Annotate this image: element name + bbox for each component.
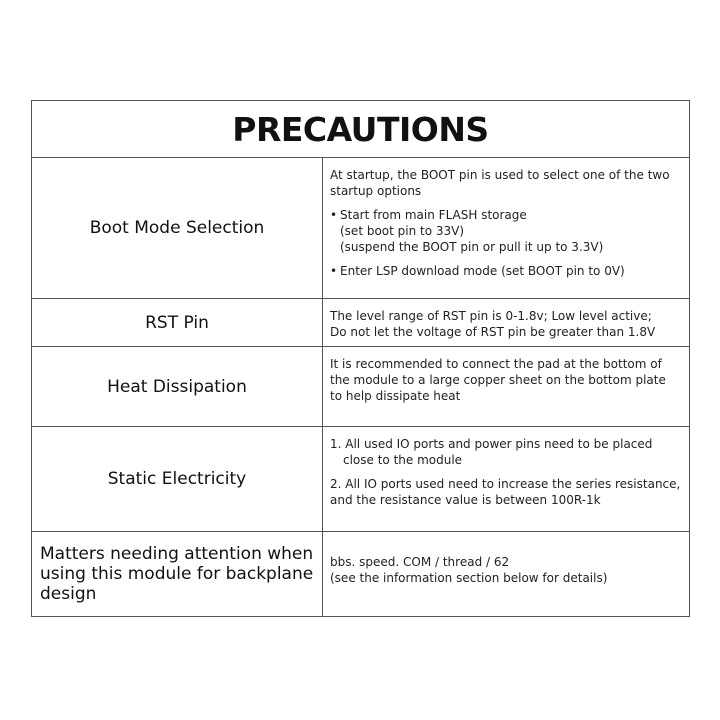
content-cell [323,158,689,298]
bullet-text: Enter LSP download mode (set BOOT pin to 0V) [340,264,625,278]
content-line: the module to a large copper sheet on the bottom plate [330,373,666,387]
bullet-sub-text: (set boot pin to 33V) [340,224,465,238]
label-cell [32,158,323,298]
row-rst-pin [32,299,689,347]
row-boot-mode [32,158,689,299]
numbered-item: 2. All IO ports used need to increase the series resistance, [330,477,681,491]
label-cell [32,532,323,616]
row-label: RST Pin [145,312,209,333]
boot-intro: At startup, the BOOT pin is used to select one of the two startup options [330,168,670,198]
content-cell [323,532,689,616]
row-label: Heat Dissipation [107,376,247,397]
label-cell [32,299,323,346]
bullet-item [330,207,681,223]
row-label: Static Electricity [107,469,247,489]
label-cell [32,347,323,426]
content-line: The level range of RST pin is 0-1.8v; Low level active; [330,309,652,323]
content-cell [323,299,689,346]
bullet-text: Start from main FLASH storage [340,208,527,222]
bullet-icon: • [330,208,338,222]
row-label: Boot Mode Selection [89,218,265,238]
bullet-icon: • [330,264,338,278]
numbered-item-cont: close to the module [343,453,463,467]
row-heat-dissipation [32,347,689,427]
label-cell [32,427,323,531]
bullet-sub-text: (suspend the BOOT pin or pull it up to 3.3V) [340,240,604,254]
row-label: Matters needing attention when using this module for backplane design [40,544,314,604]
precautions-table [31,100,690,617]
content-cell [323,427,689,531]
page-title: PRECAUTIONS [232,109,489,149]
content-cell [323,347,689,426]
content-line: bbs. speed. COM / thread / 62 [330,555,510,569]
row-backplane-design [32,532,689,616]
content-line: to help dissipate heat [330,389,461,403]
content-line: (see the information section below for details) [330,571,608,585]
bullet-item [330,263,681,279]
numbered-item-cont: and the resistance value is between 100R-1k [330,493,601,507]
content-line: It is recommended to connect the pad at the bottom of [330,357,662,371]
content-line: Do not let the voltage of RST pin be greater than 1.8V [330,325,656,339]
title-row [32,101,689,158]
numbered-item: 1. All used IO ports and power pins need to be placed [330,437,653,451]
row-static-electricity [32,427,689,532]
